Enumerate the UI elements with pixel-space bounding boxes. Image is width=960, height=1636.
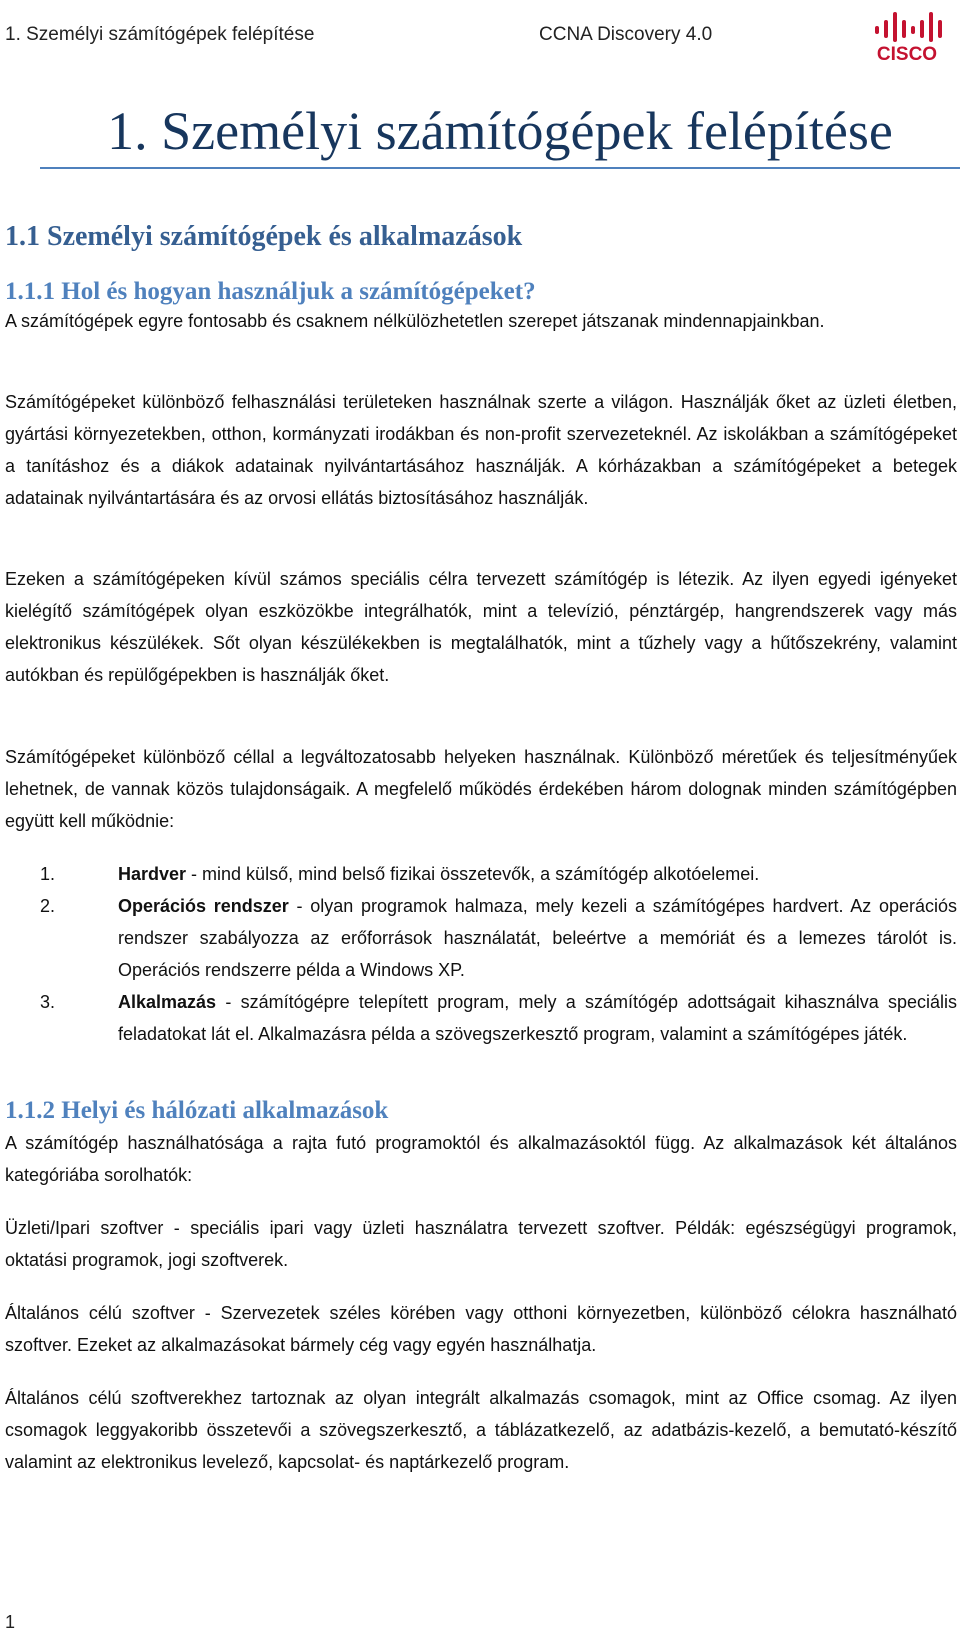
section-1-1-heading: 1.1 Személyi számítógépek és alkalmazások	[5, 221, 523, 252]
cisco-logo	[855, 2, 955, 66]
paragraph-general-software: Általános célú szoftver - Szervezetek széles körében vagy otthoni környezetben, különböző célokra használható szoftver. Ezeket az alkalmazásokat bármely cég vagy egyén használhatja.	[5, 1303, 957, 1355]
list-item-number: 1.	[40, 864, 56, 884]
section-1-1-2-heading: 1.1.2 Helyi és hálózati alkalmazások	[5, 1097, 389, 1124]
paragraph-special-computers: Ezeken a számítógépeken kívül számos speciális célra tervezett számítógép is létezik. Az ilyen egyedi igényeket kielégítő számítógépek olyan eszközökbe integrálhatók, mint a televízió, pénztárgép, hangrendszerek vagy más elektronikus készülékek. Sőt olyan készülékekben is megtalálhatók, mint a tűzhely vagy a hűtőszekrény, valamint autókban és repülőgépekben is használják őket.	[5, 569, 957, 685]
title-divider	[40, 167, 960, 169]
section-1-1-1-heading: 1.1.1 Hol és hogyan használjuk a számítógépeket?	[5, 278, 536, 305]
list-item	[0, 986, 957, 1050]
cisco-logo-text: CISCO	[876, 44, 938, 65]
header-doc-title: 1. Személyi számítógépek felépítése	[5, 24, 315, 45]
list-item-number: 3.	[40, 992, 56, 1012]
paragraph-office-suite: Általános célú szoftverekhez tartoznak az olyan integrált alkalmazás csomagok, mint az Office csomag. Az ilyen csomagok leggyakoribb összetevői a szövegszerkesztő, a táblázatkezelő, az adatbázis-kezelő, a bemutató-készítő valamint az elektronikus levelező, kapcsolat- és naptárkezelő program.	[5, 1388, 957, 1472]
list-item-term: Alkalmazás	[118, 992, 217, 1012]
page-title: 1. Személyi számítógépek felépítése	[107, 101, 893, 161]
list-item-term: Hardver	[118, 864, 187, 884]
list-item	[0, 890, 957, 986]
paragraph-business-software: Üzleti/Ipari szoftver - speciális ipari vagy üzleti használatra tervezett szoftver. Példák: egészségügyi programok, oktatási programok, jogi szoftverek.	[5, 1218, 957, 1270]
components-list	[0, 858, 957, 1050]
list-item-number: 2.	[40, 896, 56, 916]
list-item-text: - olyan programok halmaza, mely kezeli a számítógépes hardvert. Az operációs rendszer szabályozza az erőforrások használatát, beleértve a memóriát és a lemezes tárolót is. Operációs rendszerre példa a Windows XP.	[118, 896, 957, 980]
list-item-text: - számítógépre telepített program, mely a számítógép adottságait kihasználva speciális feladatokat lát el. Alkalmazásra példa a szövegszerkesztő program, valamint a számítógépes játék.	[118, 992, 957, 1044]
paragraph-app-categories: A számítógép használhatósága a rajta futó programoktól és alkalmazásoktól függ. Az alkalmazások két általános kategóriába sorolhatók:	[5, 1133, 957, 1185]
page-number: 1	[5, 1612, 16, 1632]
paragraph-intro: A számítógépek egyre fontosabb és csaknem nélkülözhetetlen szerepet játszanak mindennapjainkban.	[5, 311, 825, 331]
list-item-term: Operációs rendszer	[118, 896, 289, 916]
header-course: CCNA Discovery 4.0	[539, 24, 713, 45]
list-item-text: - mind külső, mind belső fizikai összetevők, a számítógép alkotóelemei.	[186, 864, 760, 884]
page-header	[0, 0, 960, 70]
list-item	[0, 858, 957, 890]
paragraph-usage-areas: Számítógépeket különböző felhasználási területeken használnak szerte a világon. Használják őket az üzleti életben, gyártási környezetekben, otthon, kormányzati irodákban és non-profit szervezeteknél. Az iskolákban a számítógépeket a tanításhoz és a diákok adatainak nyilvántartásához használják. A kórházakban a számítógépeket a betegek adatainak nyilvántartására és az orvosi ellátás biztosításához használják.	[5, 392, 957, 508]
paragraph-common-features: Számítógépeket különböző céllal a legváltozatosabb helyeken használnak. Különböző méretűek és teljesítményűek lehetnek, de vannak közös tulajdonságaik. A megfelelő működés érdekében három dolognak minden számítógépben együtt kell működnie:	[5, 747, 957, 831]
